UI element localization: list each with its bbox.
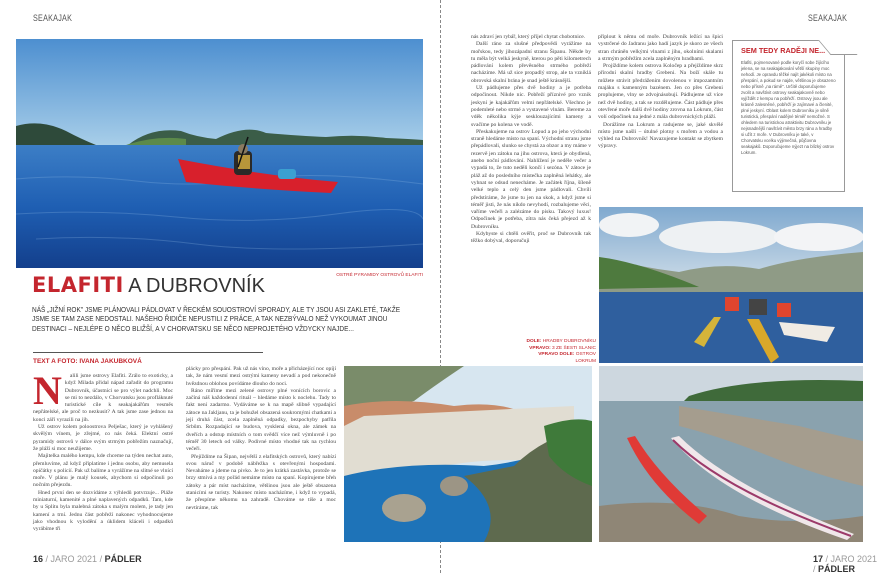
body-column-3 xyxy=(471,34,591,246)
paragraph: plácky pro přespání. Pak už nás víno, moře a přicházející noc opíjí tak, že nám vesmí mezi ostrými kameny nevadí a pod nekonečně hvězdnou oblohou povídáme dlouho do noci. xyxy=(186,366,336,387)
section-tag-left: SEAKAJAK xyxy=(33,13,73,23)
lead-divider xyxy=(33,352,263,353)
photo-caption-right xyxy=(522,339,596,365)
paragraph: Ráno míříme mezi zelené ostrovy plné vonících borovic a začíná náš každodenní rituál – hledáme místo k noclehu. Tady to fakt není zadarmo. Vydáváme se k na mapě slibně vypadající zátoce na Jakljanu, ta je bohužel obsazená soukromými chatkami a její druhá část, zcela zaplněná odpadky, bezpochyby patřila Srbům. Rozpadající se budova, vysklená okna, ale zámek na dveřích a odstup místních o tom svědčí více než výmluvně i po téměř 30 letech od války. Podivné místo vhodné tak na rychlou večeři. xyxy=(186,387,336,453)
article-title-rest: A DUBROVNÍK xyxy=(123,275,265,297)
paragraph: Už pádlujeme přes dvě hodiny a je potřeba odpočinout. Nikde nic. Pobřeží příznivé pro vznik jeskyní je kajakářům velmi nepřátelské. Všechno je podemleté nebo strmé a vystavené vlnám. Bereme za vděk několika kýje sesklouzajícími kameny a svačíme po kolena ve vodě. xyxy=(471,85,591,128)
paragraph: Další ráno za slušné předpovědi vyrážíme na mořskou, tedy jihozápadní stranu Šipanu. Někde by tu měla být velká jeskyně, kterou po pěti kilometrech pádlování kolem převěsného strmého pobřeží nacházíme. Má už sice propadlý strop, ale ta vzniklá obrovská skalní brána je snad ještě krásnější. xyxy=(471,41,591,84)
paragraph: Už ostrov kolem poloostrova Pelješac, který je vyhlášený skvělým vínem, je zřejmé, co nás čeká. Elektní ostré pyramidy ostrovů v dálce svým strmým pobřežím naznačují, že pláží si moc neužijeme. xyxy=(33,424,173,452)
article-title xyxy=(32,273,265,298)
article-lead: NÁŠ „JIŽNÍ ROK" JSME PLÁNOVALI PÁDLOVAT V ŘECKÉM SOUOSTROVÍ SPORADY, ALE TY JSOU ASI ZAKLETÉ, TAKŽE JSME SE TAM ZASE NEDOSTALI. NAŠEHO ŘIDIČE NEPUSTILI Z PRÁCE, A TAK NEZBÝVALO NEŽ VYKOUMAT JINOU DESTINACI – NEJLÉPE O NĚCO BLIŽŠÍ, A V CHORVATSKU SE NĚCO NEPROJETÉHO VŽDYCKY NAJDE... xyxy=(32,305,401,333)
folio-left: 16 / JARO 2021 / PÁDLER xyxy=(33,554,142,564)
page-number: 16 xyxy=(33,554,44,564)
paragraph: Dorážíme na Lokrum a radujeme se, jaké skvělé místo jsme našli – útulné plotny s mořem a vodou a výhled na Dubrovník! Navazujeme kontakt se zbytkem výpravy. xyxy=(598,121,723,150)
body-column-4 xyxy=(598,34,723,151)
body-column-2 xyxy=(186,366,336,512)
sidebar-text: Elafiti, pojmenované podle koryčí sobe žijícího jelena, se na seakajakování větší skupiny moc nehodí. Je opravdu těžké najít jakékoli místo na přespání, a pokud se najde, většinou je obsazeno nebo přísně „na rámě". Určitě doporučujeme zvolit a navštívit ostrovy seakajakovně nebo vyjíždět z kempu na pobřeží. Ostrovy jsou ale krásně zalesněné, pobřeží je zajímavé a členité, plné jeskyní. Oblast kolem Dubrovníku je silně turistická, přespání nadějné téměř nemožné. S ohledem na turistickou atraktivitu Dubrovníku je nejsnadnější navštívit město brzy ráno a hradby si užít z moře. V Dubrovníku je také, v Chorvatsku vcelku výjimečná, půjčovna seakajaků. Doporučujeme nýjezt na blízký ostrov Lokrum. xyxy=(741,59,836,155)
caption-text: OSTROV LOKRUM xyxy=(574,352,596,364)
magazine-name: PÁDLER xyxy=(818,564,856,574)
caption-label: VPRAVO: xyxy=(529,345,551,351)
hero-photo-caption: OSTRÉ PYRAMIDY OSTROVŮ ELAFITI xyxy=(336,273,423,278)
paragraph: Majitelka malého kempu, kde chceme na týden nechat auto, přemluvíme, až když připlatíme i jednu osobu, aby nemusela opičátky s policií. Pak už balíme a vyrážíme na slitné se vlnící moře. V plánu je malý kousek, abychom si odpočinuli po nočním přejezdu. xyxy=(33,453,173,489)
photo-dubrovnik-walls xyxy=(344,366,592,542)
caption-label: VPRAVO DOLE: xyxy=(538,352,575,357)
body-column-1 xyxy=(33,368,173,534)
caption-text: HRADBY DUBROVNÍKU xyxy=(541,339,596,344)
hero-photo-kayaker xyxy=(16,39,423,268)
paragraph: Hned první den se dozvídáme z výhledů potvrzuje... Pláže miniaturní, kamenité a plné naplavených odpadků. Tam, kde by u Splitu byla malebná zátoka s malým molem, je tady jen kamení a trní. Jednu část pobřeží nakonec vyhodnocujeme jako vhodnou k vylodění a úklidem kláceli i odpadků vyrábíme tři xyxy=(33,489,173,533)
sidebar-box xyxy=(732,40,845,192)
paragraph: Přejíždíme na Šipan, největší z elafitských ostrovů, který nabízí svou náruč v podobě nábřežka s otevřenými hospodami. Nevaháme a jdeme na pivko. Je to jen krátká zastávka, protože se brzy stmívá a my pořád nemáme místo na spaní. Kopírujeme břeh zátoky a pár míst nacházíme, většinou jsou ale ještě obsazena stanicími se turisty. Nakonec místo nacházíme, i když to vypadá, že přespíme někomu na zahradě. Chováme se tiše a moc nevtíráme, tak xyxy=(186,453,336,511)
photo-three-kayakers xyxy=(599,207,863,363)
article-byline: TEXT A FOTO: IVANA JAKUBKOVÁ xyxy=(33,358,142,365)
photo-kayaks-on-rocks xyxy=(599,366,863,542)
paragraph: Kdybyste si chtěli ověřit, proč se Dubrovník tak těžko dobýval, doporučuji xyxy=(471,231,591,245)
magazine-name: PÁDLER xyxy=(104,554,142,564)
page-number: 17 xyxy=(813,554,824,564)
paragraph: nás zdraví jen rybář, který přijel chytat chobotnice. xyxy=(471,34,586,40)
paragraph: alili jsme ostrovy Elafiti. Zrálo to exoticky, a když Milada přidal nápad zařadit do programu Dubrovník, účastníci se pro výlet nadchli. Moc se mi to nezdálo, v Chorvatsku jsou profláknuté turistické cíle k seakajakářům vesměs nepřátelské, ale proč to nezkusit? A tak jsme zase jednou na konci září vyrazili na jih. xyxy=(33,373,173,423)
caption-label: DOLE: xyxy=(526,339,542,344)
folio-right: 17 / JARO 2021 / PÁDLER xyxy=(813,554,878,574)
section-tag-right: SEAKAJAK xyxy=(808,13,848,23)
drop-cap: N xyxy=(33,368,62,413)
paragraph: Projíždíme kolem ostrova Koločep a přejíždíme skrz přírodní skalní hradby Grebeni. Na boží skále tu můžete strávit předrážením dovolenou v impozantním majáku s kamenným bazénem. Jen co přes Grebeni proplujeme, vlny se zdvojnásobují. Pádlujeme už více než dvě hodiny, a tak se rozdělujeme. Část pádluje přes otevřené moře další dvě hodiny zrovna na Lokrum, část volí odpočinek na jedné z mála dubrovnických pláží. xyxy=(598,63,723,121)
caption-text: 3 ZE ŠESTI SLANIC xyxy=(550,345,596,351)
issue-label: JARO 2021 xyxy=(50,554,98,564)
paragraph: připlout k němu od moře. Dubrovník ležící na špici vystrčené do Jadranu jako hadí jazyk je skoro ze všech stran chráněn velkými vlnami z jihu, okolními skalami a strmým pobřežím zcela zaplněným hradbami. xyxy=(598,34,723,62)
paragraph: Přeskakujeme na ostrov Lopud a po jeho východní straně hledáme místo na spaní. Východní stranu jsme přepádlovali, slunko se chystá za obzor a my máme v rezervě jen zátoku na jihu ostrova, která je obydlená, anebo noční pádlování. Nahlížení je neděle večer a vypadá to, že tuto neděli končí i sezóna. V zátoce je pláž až do posledního místečka zaplněná lehátky, ale vyhnat se odsud nenecháme. Je začátek října, šíleně velké teplo a celý den jsme pádlovali. Chvíli předstíráme, že jsme tu jen na skok, a když jsme si téměř jisti, že nás nikdo nevyhodí, rozbalujeme věci, vaříme večeři a zalézáme do pisku. Takový luxus! Odpočinek je potřeba, zítra nás čeká přejezd až k Dubrovníku. xyxy=(471,128,591,230)
article-title-accent: ELAFITI xyxy=(32,273,124,297)
issue-label: JARO 2021 xyxy=(830,554,878,564)
sidebar-heading: SEM TEDY RADĚJI NE... xyxy=(741,46,826,55)
